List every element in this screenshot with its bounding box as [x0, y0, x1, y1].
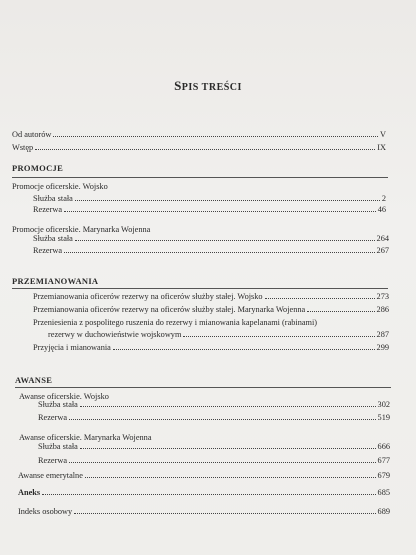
section-rule — [12, 177, 388, 178]
toc-entry[interactable]: Rezerwa 46 — [33, 205, 386, 214]
toc-entry[interactable]: Rezerwa 677 — [38, 456, 390, 465]
section-heading-awanse: AWANSE — [15, 375, 53, 385]
toc-entry[interactable]: Rezerwa 519 — [38, 413, 390, 422]
toc-entry[interactable]: Służba stała 264 — [33, 234, 389, 243]
toc-entry[interactable]: rezerwy w duchowieństwie wojskowym 287 — [48, 330, 389, 339]
toc-entry[interactable]: Awanse emerytalne 679 — [18, 471, 390, 480]
toc-entry[interactable]: Przyjęcia i mianowania 299 — [33, 343, 389, 352]
title-rest: PIS TREŚCI — [181, 82, 242, 93]
toc-entry-wstep[interactable]: Wstęp IX — [12, 143, 386, 152]
toc-entry[interactable]: Służba stała 666 — [38, 442, 390, 451]
toc-entry-aneks[interactable]: Aneks 685 — [18, 488, 390, 497]
toc-group-label: Awanse oficerskie. Wojsko — [19, 392, 109, 401]
page-title — [0, 78, 416, 94]
section-rule — [12, 288, 388, 289]
section-heading-przemianowania: PRZEMIANOWANIA — [12, 276, 99, 286]
toc-group-label: Promocje oficerskie. Marynarka Wojenna — [12, 225, 151, 234]
toc-entry[interactable]: Służba stała 2 — [33, 194, 386, 203]
toc-entry-indeks[interactable]: Indeks osobowy 689 — [18, 507, 390, 516]
toc-entry[interactable]: Rezerwa 267 — [33, 246, 389, 255]
toc-entry-line: Przeniesienia z pospolitego ruszenia do rezerwy i mianowania kapelanami (rabinami) — [33, 318, 318, 327]
toc-group-label: Promocje oficerskie. Wojsko — [12, 182, 108, 191]
toc-entry[interactable]: Przemianowania oficerów rezerwy na oficerów służby stałej. Wojsko 273 — [33, 292, 389, 301]
toc-entry[interactable]: Służba stała 302 — [38, 400, 390, 409]
toc-group-label: Awanse oficerskie. Marynarka Wojenna — [19, 433, 152, 442]
section-rule — [15, 387, 391, 388]
title-lead: S — [174, 78, 182, 93]
section-heading-promocje: PROMOCJE — [12, 163, 64, 173]
toc-entry-od-autorow[interactable]: Od autorów V — [12, 130, 386, 139]
toc-entry[interactable]: Przemianowania oficerów rezerwy na oficerów służby stałej. Marynarka Wojenna 286 — [33, 305, 389, 314]
